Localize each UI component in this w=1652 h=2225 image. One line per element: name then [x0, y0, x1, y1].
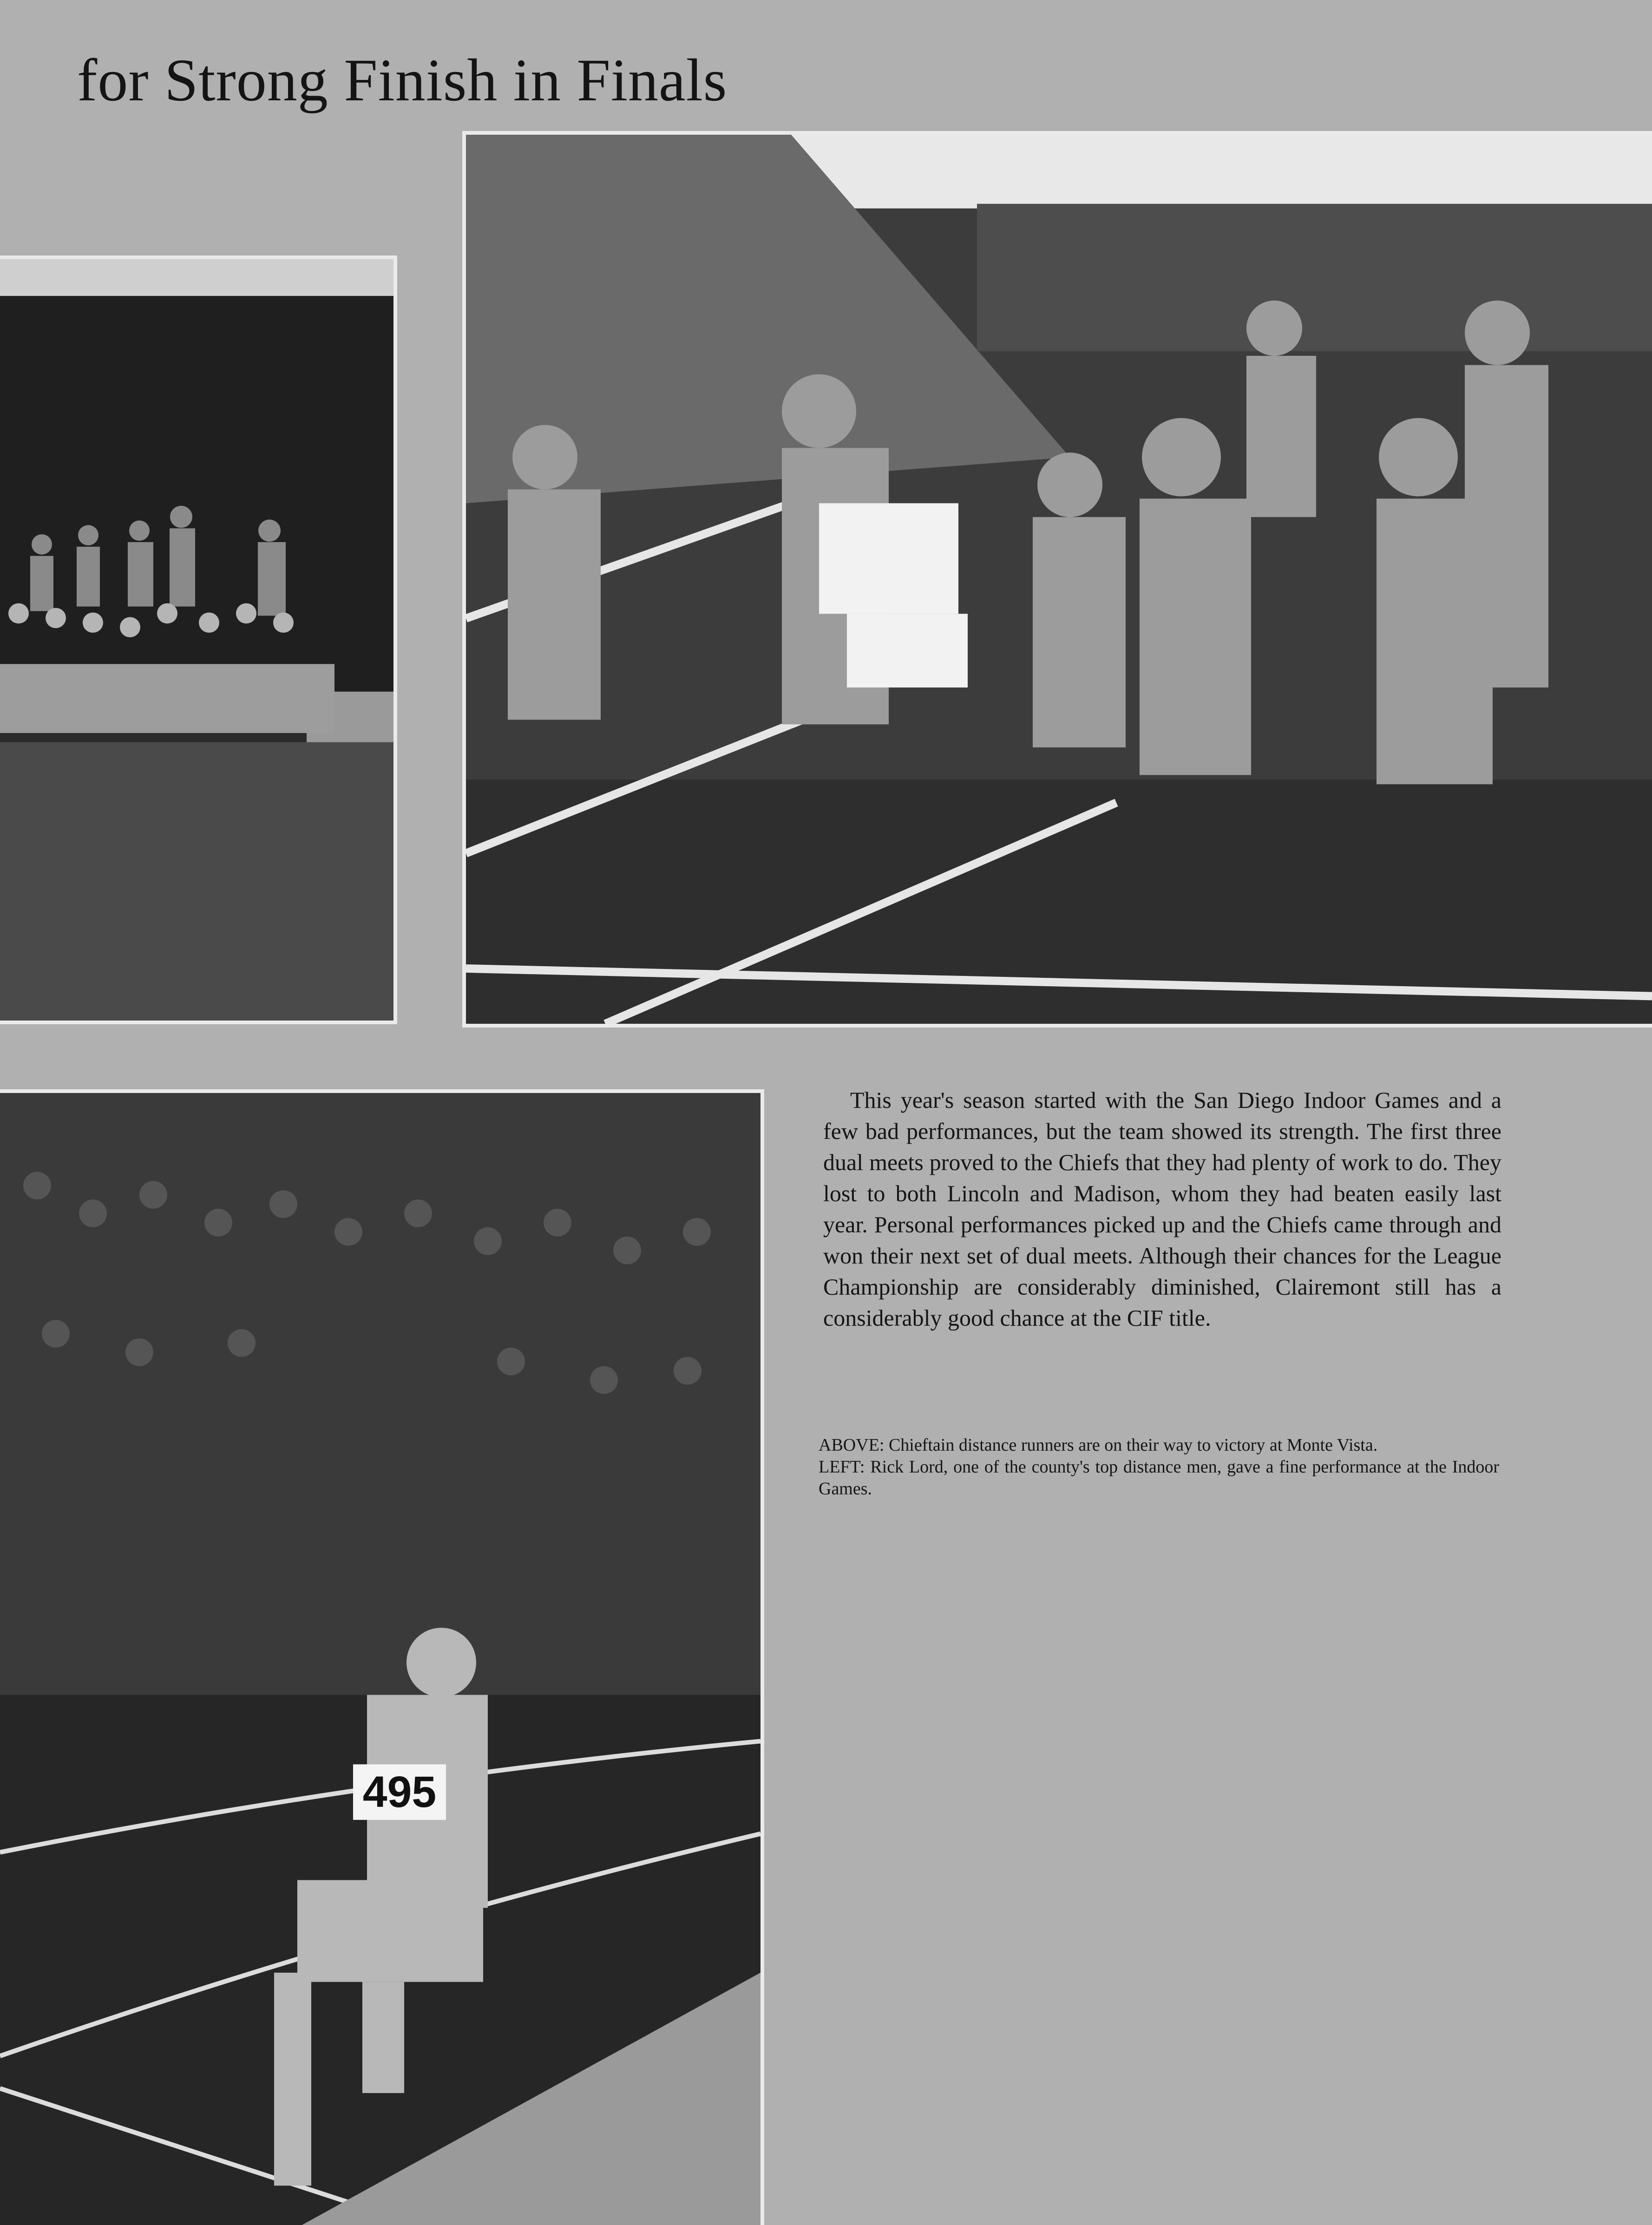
page-headline: for Strong Finish in Finals: [77, 47, 728, 114]
runner-photo: [0, 1089, 764, 2225]
runner-bib-number: 495: [362, 1767, 437, 1817]
caption-left: LEFT: Rick Lord, one of the county's top distance men, gave a fine performance at the Indoor Games.: [819, 1457, 1499, 1499]
race-start-photo: [462, 131, 1652, 1027]
photo-captions: [819, 1434, 1499, 1500]
team-group-photo: [0, 255, 397, 1024]
article-body: This year's season started with the San Diego Indoor Games and a few bad performances, but the team showed its strength. The first three dual meets proved to the Chiefs that they had plenty of work to do. They lost to both Lincoln and Madison, whom they had beaten easily last year. Personal performances picked up and the Chiefs came through and won their next set of dual meets. Although their chances for the League Championship are considerably diminished, Clairemont still has a considerably good chance at the CIF title.: [823, 1087, 1501, 1331]
caption-above: ABOVE: Chieftain distance runners are on their way to victory at Monte Vista.: [819, 1435, 1378, 1455]
